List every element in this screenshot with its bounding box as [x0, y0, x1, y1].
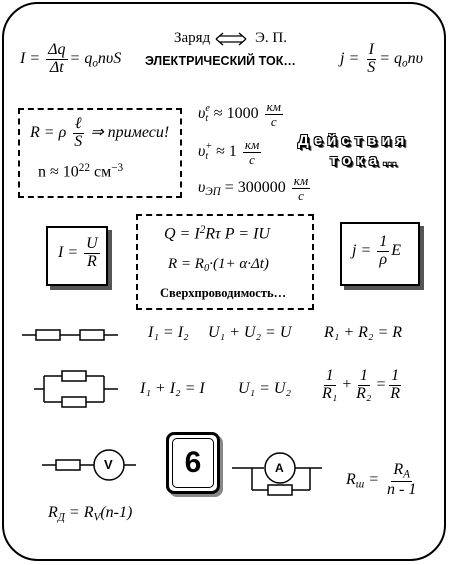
ohm-law-formula: I = $\frac{U}{R}$	[58, 235, 98, 270]
series-circuit-icon	[22, 325, 118, 345]
page-number-badge	[166, 432, 220, 494]
concentration-formula: $n \approx 10^{22}$ $см^{-3}$	[38, 162, 124, 181]
parallel-circuit-icon	[34, 368, 118, 410]
ep-label: Э. П.	[255, 30, 287, 46]
joule-formula: $Q = I^2R\tau$ P = IU	[164, 224, 270, 243]
series-voltage: U₁ + U₂ = U	[208, 324, 292, 341]
current-formula: I = $\frac{\Delta q}{\Delta t}$ = $q_on\upsilon S$	[20, 41, 122, 76]
voltmeter-circuit-icon	[42, 448, 136, 482]
page-number: 6	[172, 438, 214, 488]
section-title: ЭЛЕКТРИЧЕСКИЙ ТОК…	[145, 54, 296, 68]
superconductivity-label: Сверхпроводимость…	[160, 286, 287, 300]
series-resistance: R₁ + R₂ = R	[324, 324, 403, 341]
velocity-field: $\upsilon_{ЭП} = 300000$ $\frac{км}{с}$	[198, 173, 309, 203]
local-ohm-formula: j = $\frac{1}{\rho}$ E	[352, 233, 402, 268]
shunt-formula: $R_ш$ = $\frac{R_A}{n - 1}$	[346, 461, 417, 499]
parallel-voltage: U₁ = U₂	[238, 380, 292, 397]
additional-resistor-formula: $R_Д = R_V(n-1)$	[48, 504, 133, 524]
temperature-formula: $R = R_0\cdot(1+ \alpha\cdot\Delta t)$	[168, 256, 269, 275]
velocity-ions: υ + t ≈ 1 $\frac{км}{с}$	[198, 137, 260, 167]
ammeter-shunt-circuit-icon	[232, 452, 322, 498]
charge-label: Заряд	[174, 30, 211, 46]
current-actions-title: Действия	[298, 132, 410, 149]
velocity-electrons: υ e t ≈ 1000 $\frac{км}{с}$	[198, 99, 281, 129]
ammeter-label: A	[275, 461, 284, 475]
series-current: I₁ = I₂	[148, 324, 189, 341]
density-formula: j = $\frac{I}{S}$ = $q_on\upsilon$	[340, 41, 423, 76]
parallel-resistance: $\frac{1}{\text{R₁}}$ + $\frac{1}{\text{R₂}}$ = $\frac{1}{R}$	[322, 367, 401, 402]
voltmeter-label: V	[104, 457, 113, 472]
resistance-formula: R = ρ $\frac{\text{ℓ}}{S}$ ⇒ примеси!	[30, 115, 170, 150]
double-arrow-icon	[214, 32, 248, 46]
current-actions-subtitle: тока…	[330, 152, 403, 169]
parallel-current: I₁ + I₂ = I	[140, 380, 205, 397]
